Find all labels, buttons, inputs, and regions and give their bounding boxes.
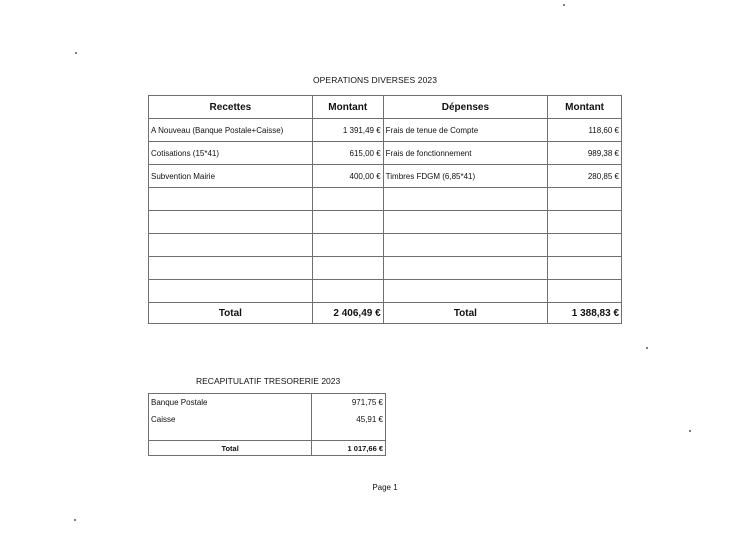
depense-cell: Frais de fonctionnement bbox=[383, 142, 547, 165]
recette-cell bbox=[149, 280, 313, 303]
recette-cell bbox=[149, 234, 313, 257]
depense-cell bbox=[383, 234, 547, 257]
recette-cell: Subvention Mairie bbox=[149, 165, 313, 188]
scan-speck bbox=[563, 4, 565, 6]
total-depenses-value: 1 388,83 € bbox=[548, 303, 622, 324]
montant-recette-cell: 615,00 € bbox=[312, 142, 383, 165]
header-montant-depenses: Montant bbox=[548, 96, 622, 119]
scan-speck bbox=[74, 519, 76, 521]
operations-title: OPERATIONS DIVERSES 2023 bbox=[312, 75, 438, 85]
montant-recette-cell bbox=[312, 280, 383, 303]
table-row bbox=[149, 188, 622, 211]
table-row bbox=[149, 165, 622, 188]
tresorerie-total-row bbox=[149, 441, 386, 456]
table-row bbox=[149, 280, 622, 303]
total-label-depenses: Total bbox=[383, 303, 547, 324]
depense-cell bbox=[383, 211, 547, 234]
montant-recette-cell: 1 391,49 € bbox=[312, 119, 383, 142]
header-montant-recettes: Montant bbox=[312, 96, 383, 119]
tresorerie-label-cell: Caisse bbox=[149, 411, 312, 428]
montant-recette-cell bbox=[312, 188, 383, 211]
empty-cell bbox=[149, 428, 312, 441]
scan-speck bbox=[75, 52, 77, 54]
operations-table bbox=[148, 95, 622, 324]
montant-depense-cell bbox=[548, 257, 622, 280]
depense-cell bbox=[383, 188, 547, 211]
tresorerie-label-cell: Banque Postale bbox=[149, 394, 312, 412]
montant-recette-cell bbox=[312, 234, 383, 257]
table-row bbox=[149, 211, 622, 234]
scan-speck bbox=[689, 430, 691, 432]
table-row bbox=[149, 142, 622, 165]
tresorerie-value-cell: 45,91 € bbox=[312, 411, 386, 428]
page-number: Page 1 bbox=[372, 483, 398, 492]
recette-cell: A Nouveau (Banque Postale+Caisse) bbox=[149, 119, 313, 142]
header-depenses: Dépenses bbox=[383, 96, 547, 119]
recette-cell bbox=[149, 188, 313, 211]
table-row bbox=[149, 234, 622, 257]
montant-recette-cell: 400,00 € bbox=[312, 165, 383, 188]
table-row bbox=[149, 119, 622, 142]
montant-depense-cell bbox=[548, 234, 622, 257]
operations-total-row bbox=[149, 303, 622, 324]
total-recettes-value: 2 406,49 € bbox=[312, 303, 383, 324]
scan-speck bbox=[646, 347, 648, 349]
montant-depense-cell: 989,38 € bbox=[548, 142, 622, 165]
tresorerie-table bbox=[148, 393, 386, 456]
montant-depense-cell bbox=[548, 211, 622, 234]
montant-depense-cell: 280,85 € bbox=[548, 165, 622, 188]
recette-cell bbox=[149, 211, 313, 234]
montant-recette-cell bbox=[312, 211, 383, 234]
montant-depense-cell bbox=[548, 188, 622, 211]
tresorerie-title: RECAPITULATIF TRESORERIE 2023 bbox=[196, 376, 341, 386]
recette-cell: Cotisations (15*41) bbox=[149, 142, 313, 165]
depense-cell bbox=[383, 280, 547, 303]
depense-cell bbox=[383, 257, 547, 280]
tresorerie-total-value: 1 017,66 € bbox=[312, 441, 386, 456]
depense-cell: Timbres FDGM (6,85*41) bbox=[383, 165, 547, 188]
tresorerie-value-cell: 971,75 € bbox=[312, 394, 386, 412]
total-label-recettes: Total bbox=[149, 303, 313, 324]
empty-cell bbox=[312, 428, 386, 441]
recette-cell bbox=[149, 257, 313, 280]
depense-cell: Frais de tenue de Compte bbox=[383, 119, 547, 142]
operations-header-row bbox=[149, 96, 622, 119]
montant-recette-cell bbox=[312, 257, 383, 280]
table-row bbox=[149, 411, 386, 428]
table-row-empty bbox=[149, 428, 386, 441]
tresorerie-total-label: Total bbox=[149, 441, 312, 456]
montant-depense-cell: 118,60 € bbox=[548, 119, 622, 142]
table-row bbox=[149, 394, 386, 412]
header-recettes: Recettes bbox=[149, 96, 313, 119]
table-row bbox=[149, 257, 622, 280]
montant-depense-cell bbox=[548, 280, 622, 303]
